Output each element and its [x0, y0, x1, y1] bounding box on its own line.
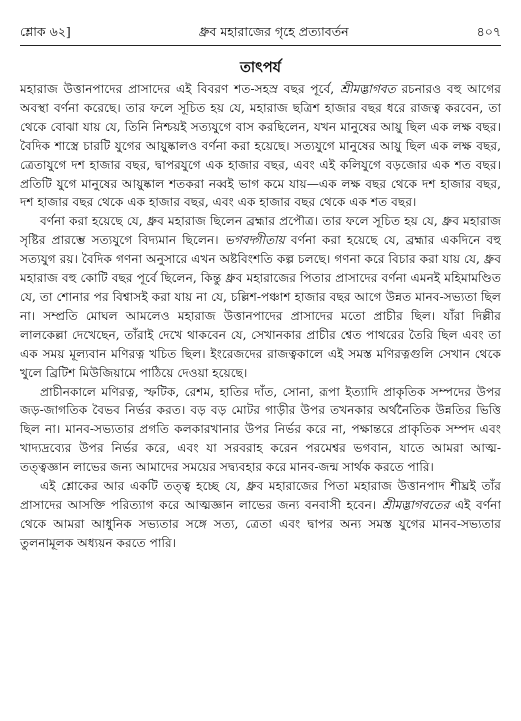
section-heading: তাৎপর্য [239, 59, 282, 76]
paragraph-text: মহারাজ উত্তানপাদের প্রাসাদের এই বিবরণ শত-সহস্র বছর পূর্বে, [20, 82, 340, 96]
purport-body [20, 80, 501, 553]
paragraph-text: প্রাচীনকালে মণিরত্ন, স্ফটিক, রেশম, হাতির দাঁত, সোনা, রূপা ইত্যাদি প্রাকৃতিক সম্পদের উপর জড়-জাগতিক বৈভব নির্ভর করত। বড় বড় মোটর গাড়ীর উপর তখনকার অর্থনৈতিক উন্নতির ভিত্তি ছিল না। মানব-সভ্যতার প্রগতি কলকারখানার উপর নির্ভর করে না, পক্ষান্তরে প্রাকৃতিক সম্পদ এবং খাদ্যদ্রব্যের উপর নির্ভর করে, এবং যা সরবরাহ করেন পরমেশ্বর ভগবান, যাতে আমরা আত্ম-তত্ত্বজ্ঞান লাভের জন্য আমাদের সময়ের সদ্ব্যবহার করে মানব-জন্ম সার্থক করতে পারি। [20, 384, 501, 475]
paragraph-text: এই বর্ণনা থেকে আমরা আধুনিক সভ্যতার সঙ্গে সত্য, ত্রেতা এবং দ্বাপর অন্য সমস্ত যুগের মানব-সভ্যতার তুলনামূলক অধ্যয়ন করতে পারি। [20, 497, 501, 550]
paragraph-text: রচনারও বহু আগের অবস্থা বর্ণনা করেছে। তার ফলে সূচিত হয় যে, মহারাজ ছত্রিশ হাজার বছর ধরে রাজত্ব করবেন, তা থেকে বোঝা যায় যে, তিনি নিশ্চয়ই সত্যযুগে বাস করছিলেন, যখন মানুষের আয়ু ছিল এক লক্ষ বছর। বৈদিক শাস্ত্রে চারটি যুগের আয়ুষ্কালও বর্ণনা করা হয়েছে। সত্যযুগে মানুষের আয়ু ছিল এক লক্ষ বছর, ত্রেতাযুগে দশ হাজার বছর, দ্বাপরযুগে এক হাজার বছর, এবং এই কলিযুগে বড়জোর এক শত বছর। প্রতিটি যুগে মানুষের আয়ুষ্কাল শতকরা নব্বই ভাগ কমে যায়—এক লক্ষ বছর থেকে দশ হাজার বছর, দশ হাজার বছর থেকে এক হাজার বছর, এবং এক হাজার বছর থেকে এক শত বছর। [20, 82, 501, 210]
italic-title: শ্রীমদ্ভাগবতের [381, 497, 450, 512]
paragraph-text: বর্ণনা করা হয়েছে যে, ব্রহ্মার একদিনে বহু সত্যযুগ রয়। বৈদিক গণনা অনুসারে এখন অষ্টবিংশতি কল্প চলছে। গণনা করে বিচার করা যায় যে, ধ্রুব মহারাজ বহু কোটি বছর পূর্বে ছিলেন, কিন্তু ধ্রুব মহারাজের পিতার প্রাসাদের বর্ণনা এমনই মহিমামণ্ডিত যে, তা শোনার পর বিশ্বাসই করা যায় না যে, চল্লিশ-পঞ্চাশ হাজার বছর আগে উন্নত মানব-সভ্যতা ছিল না। সম্প্রতি মোঘল আমলেও মহারাজ উত্তানপাদের প্রাসাদের মতো প্রাচীর ছিল। যাঁরা দিল্লীর লালকেল্লা দেখেছেন, তাঁরাই দেখে থাকবেন যে, সেখানকার প্রাচীর শ্বেত পাথরের তৈরি ছিল এবং তা এক সময় মূল্যবান মণিরত্ন খচিত ছিল। ইংরেজদের রাজত্বকালে এই সমস্ত মণিরত্নগুলি সেখান থেকে খুলে ব্রিটিশ মিউজিয়ামে পাঠিয়ে দেওয়া হয়েছে। [20, 233, 502, 380]
paragraph [20, 477, 501, 553]
paragraph [20, 383, 501, 478]
page-number: ৪০৭ [476, 24, 501, 39]
paragraph [20, 80, 501, 212]
paragraph [20, 212, 501, 382]
chapter-title: ধ্রুব মহারাজের গৃহে প্রত্যাবর্তন [198, 24, 349, 39]
running-head [20, 24, 501, 46]
verse-reference: শ্লোক ৬২] [20, 24, 71, 39]
paragraph-text: এই শ্লোকের আর একটি তত্ত্ব হচ্ছে যে, ধ্রুব মহারাজের পিতা মহারাজ উত্তানপাদ শীঘ্রই তাঁর প্রাসাদের আসক্তি পরিত্যাগ করে আত্মজ্ঞান লাভের জন্য বনবাসী হবেন। [20, 479, 501, 512]
italic-title: শ্রীমদ্ভাগবত [339, 82, 396, 96]
paragraph-text: বর্ণনা করা হয়েছে যে, ধ্রুব মহারাজ ছিলেন ব্রহ্মার প্রপৌত্র। তার ফলে সূচিত হয় যে, ধ্রুব মহারাজ সৃষ্টির প্রারম্ভে সত্যযুগে বিদ্যমান ছিলেন। [20, 214, 501, 248]
italic-title: ভগবদ্গীতায় [224, 233, 285, 248]
